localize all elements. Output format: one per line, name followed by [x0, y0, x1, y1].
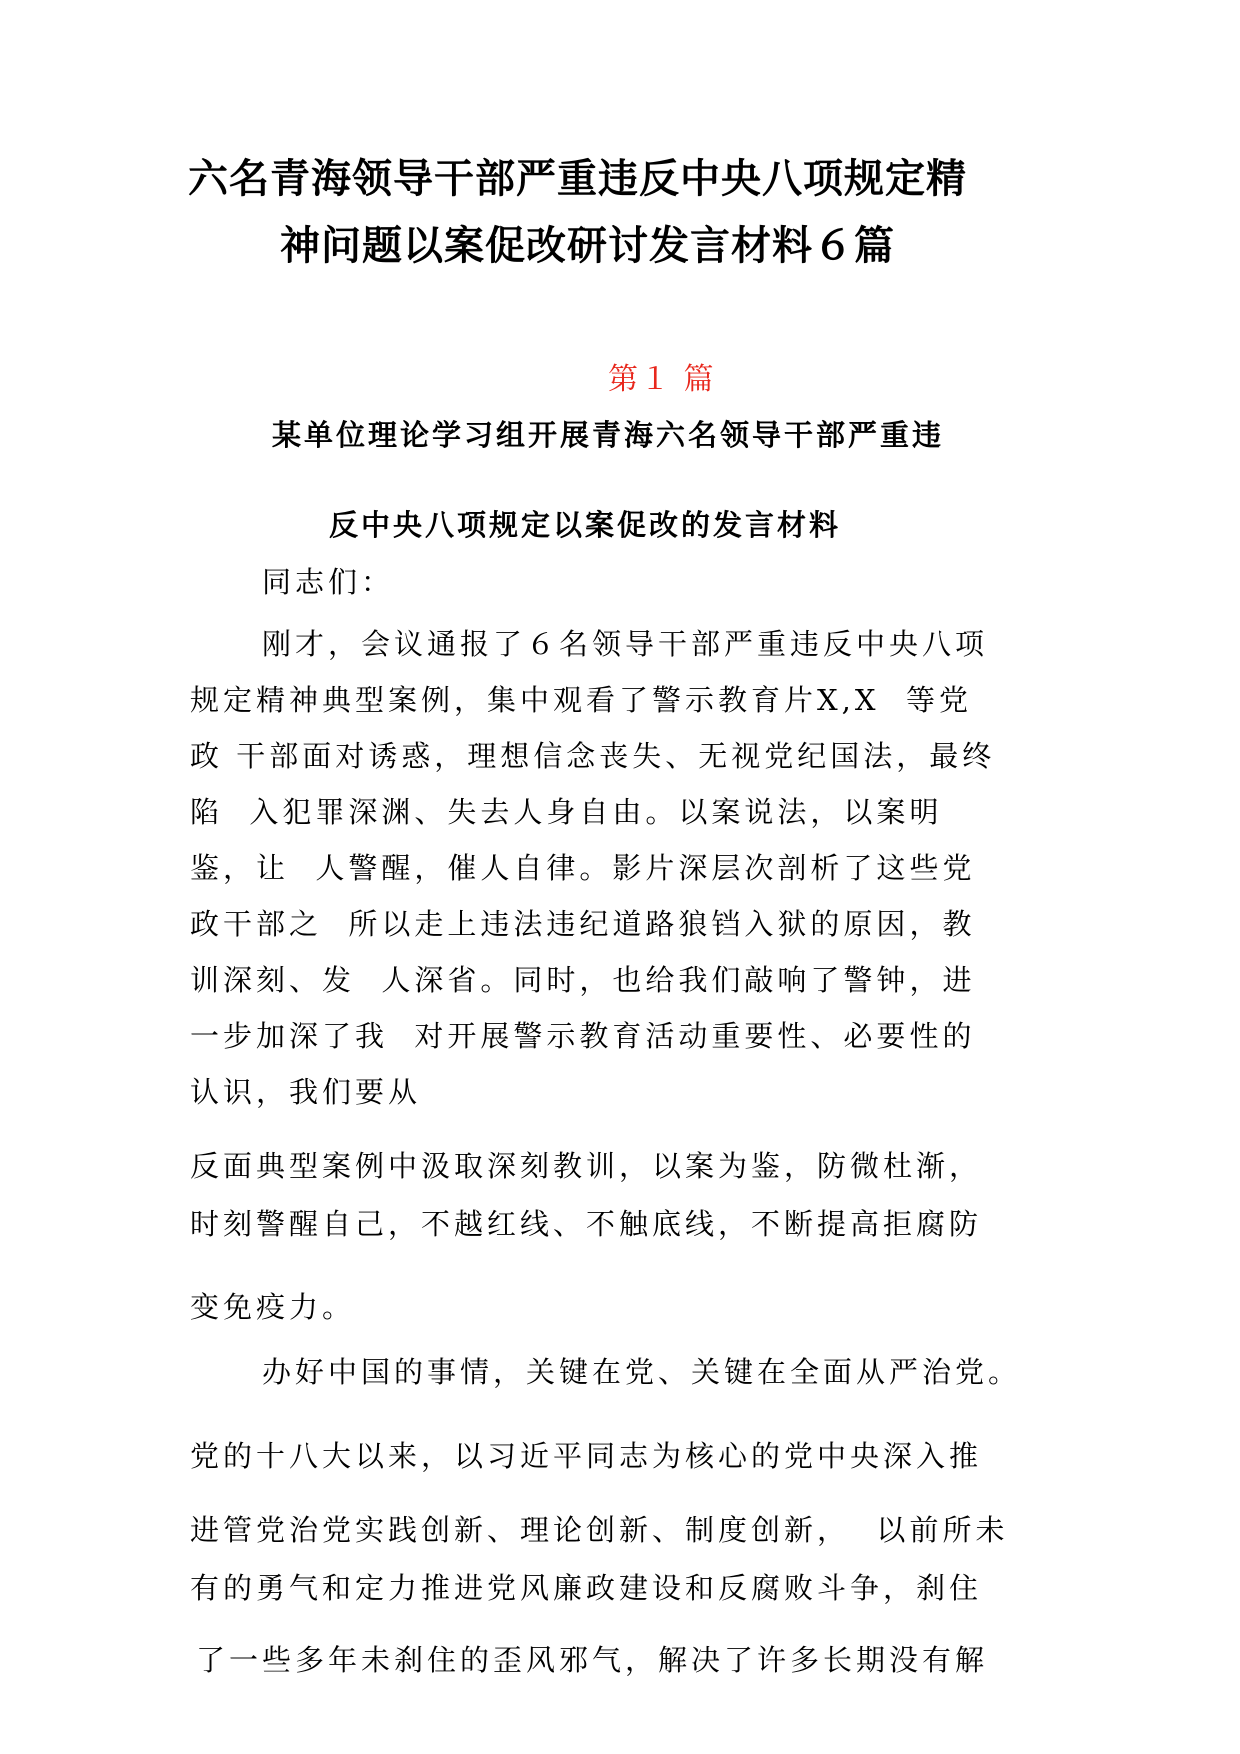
body-line: 有的勇气和定力推进党风廉政建设和反腐败斗争，刹住 — [190, 1571, 983, 1605]
body-line: 刚才，会议通报了６名领导干部严重违反中央八项 — [262, 627, 989, 661]
body-line: 进管党治党实践创新、理论创新、制度创新， 以前所未 — [190, 1513, 1009, 1547]
body-line: 时刻警醒自己，不越红线、不触底线，不断提高拒腐防 — [190, 1207, 983, 1241]
section-label: 第１ 篇 — [608, 362, 716, 397]
body-line: 反面典型案例中汲取深刻教训，以案为鉴，防微杜渐， — [190, 1149, 983, 1183]
document-title-line-2: 神问题以案促改研讨发言材料６篇 — [280, 223, 895, 269]
body-line: 党的十八大以来，以习近平同志为核心的党中央深入推 — [190, 1439, 983, 1473]
body-line: 政干部之 所以走上违法违纪道路狼铛入狱的原因，教 — [190, 907, 976, 941]
body-line: 规定精神典型案例，集中观看了警示教育片X,X 等党 — [190, 683, 972, 717]
body-line: 认识，我们要从 — [190, 1075, 422, 1109]
document-title-line-1: 六名青海领导干部严重违反中央八项规定精 — [188, 156, 967, 202]
body-line: 一步加深了我 对开展警示教育活动重要性、必要性的 — [190, 1019, 976, 1053]
subtitle-line-1: 某单位理论学习组开展青海六名领导干部严重违 — [272, 418, 945, 452]
body-line: 训深刻、发 人深省。同时，也给我们敲响了警钟，进 — [190, 963, 976, 997]
subtitle-line-2: 反中央八项规定以案促改的发言材料 — [329, 508, 842, 542]
body-line: 政 干部面对诱惑，理想信念丧失、无视党纪国法，最终 — [190, 739, 996, 773]
body-line: 变免疫力。 — [190, 1290, 356, 1324]
body-line: 陷 入犯罪深渊、失去人身自由。以案说法，以案明 — [190, 795, 943, 829]
body-line: 了一些多年未刹住的歪风邪气，解决了许多长期没有解 — [196, 1643, 989, 1677]
body-line: 办好中国的事情，关键在党、关键在全面从严治党。 — [262, 1355, 1022, 1389]
body-line: 鉴，让 人警醒，催人自律。影片深层次剖析了这些党 — [190, 851, 976, 885]
salutation: 同志们： — [262, 565, 395, 599]
